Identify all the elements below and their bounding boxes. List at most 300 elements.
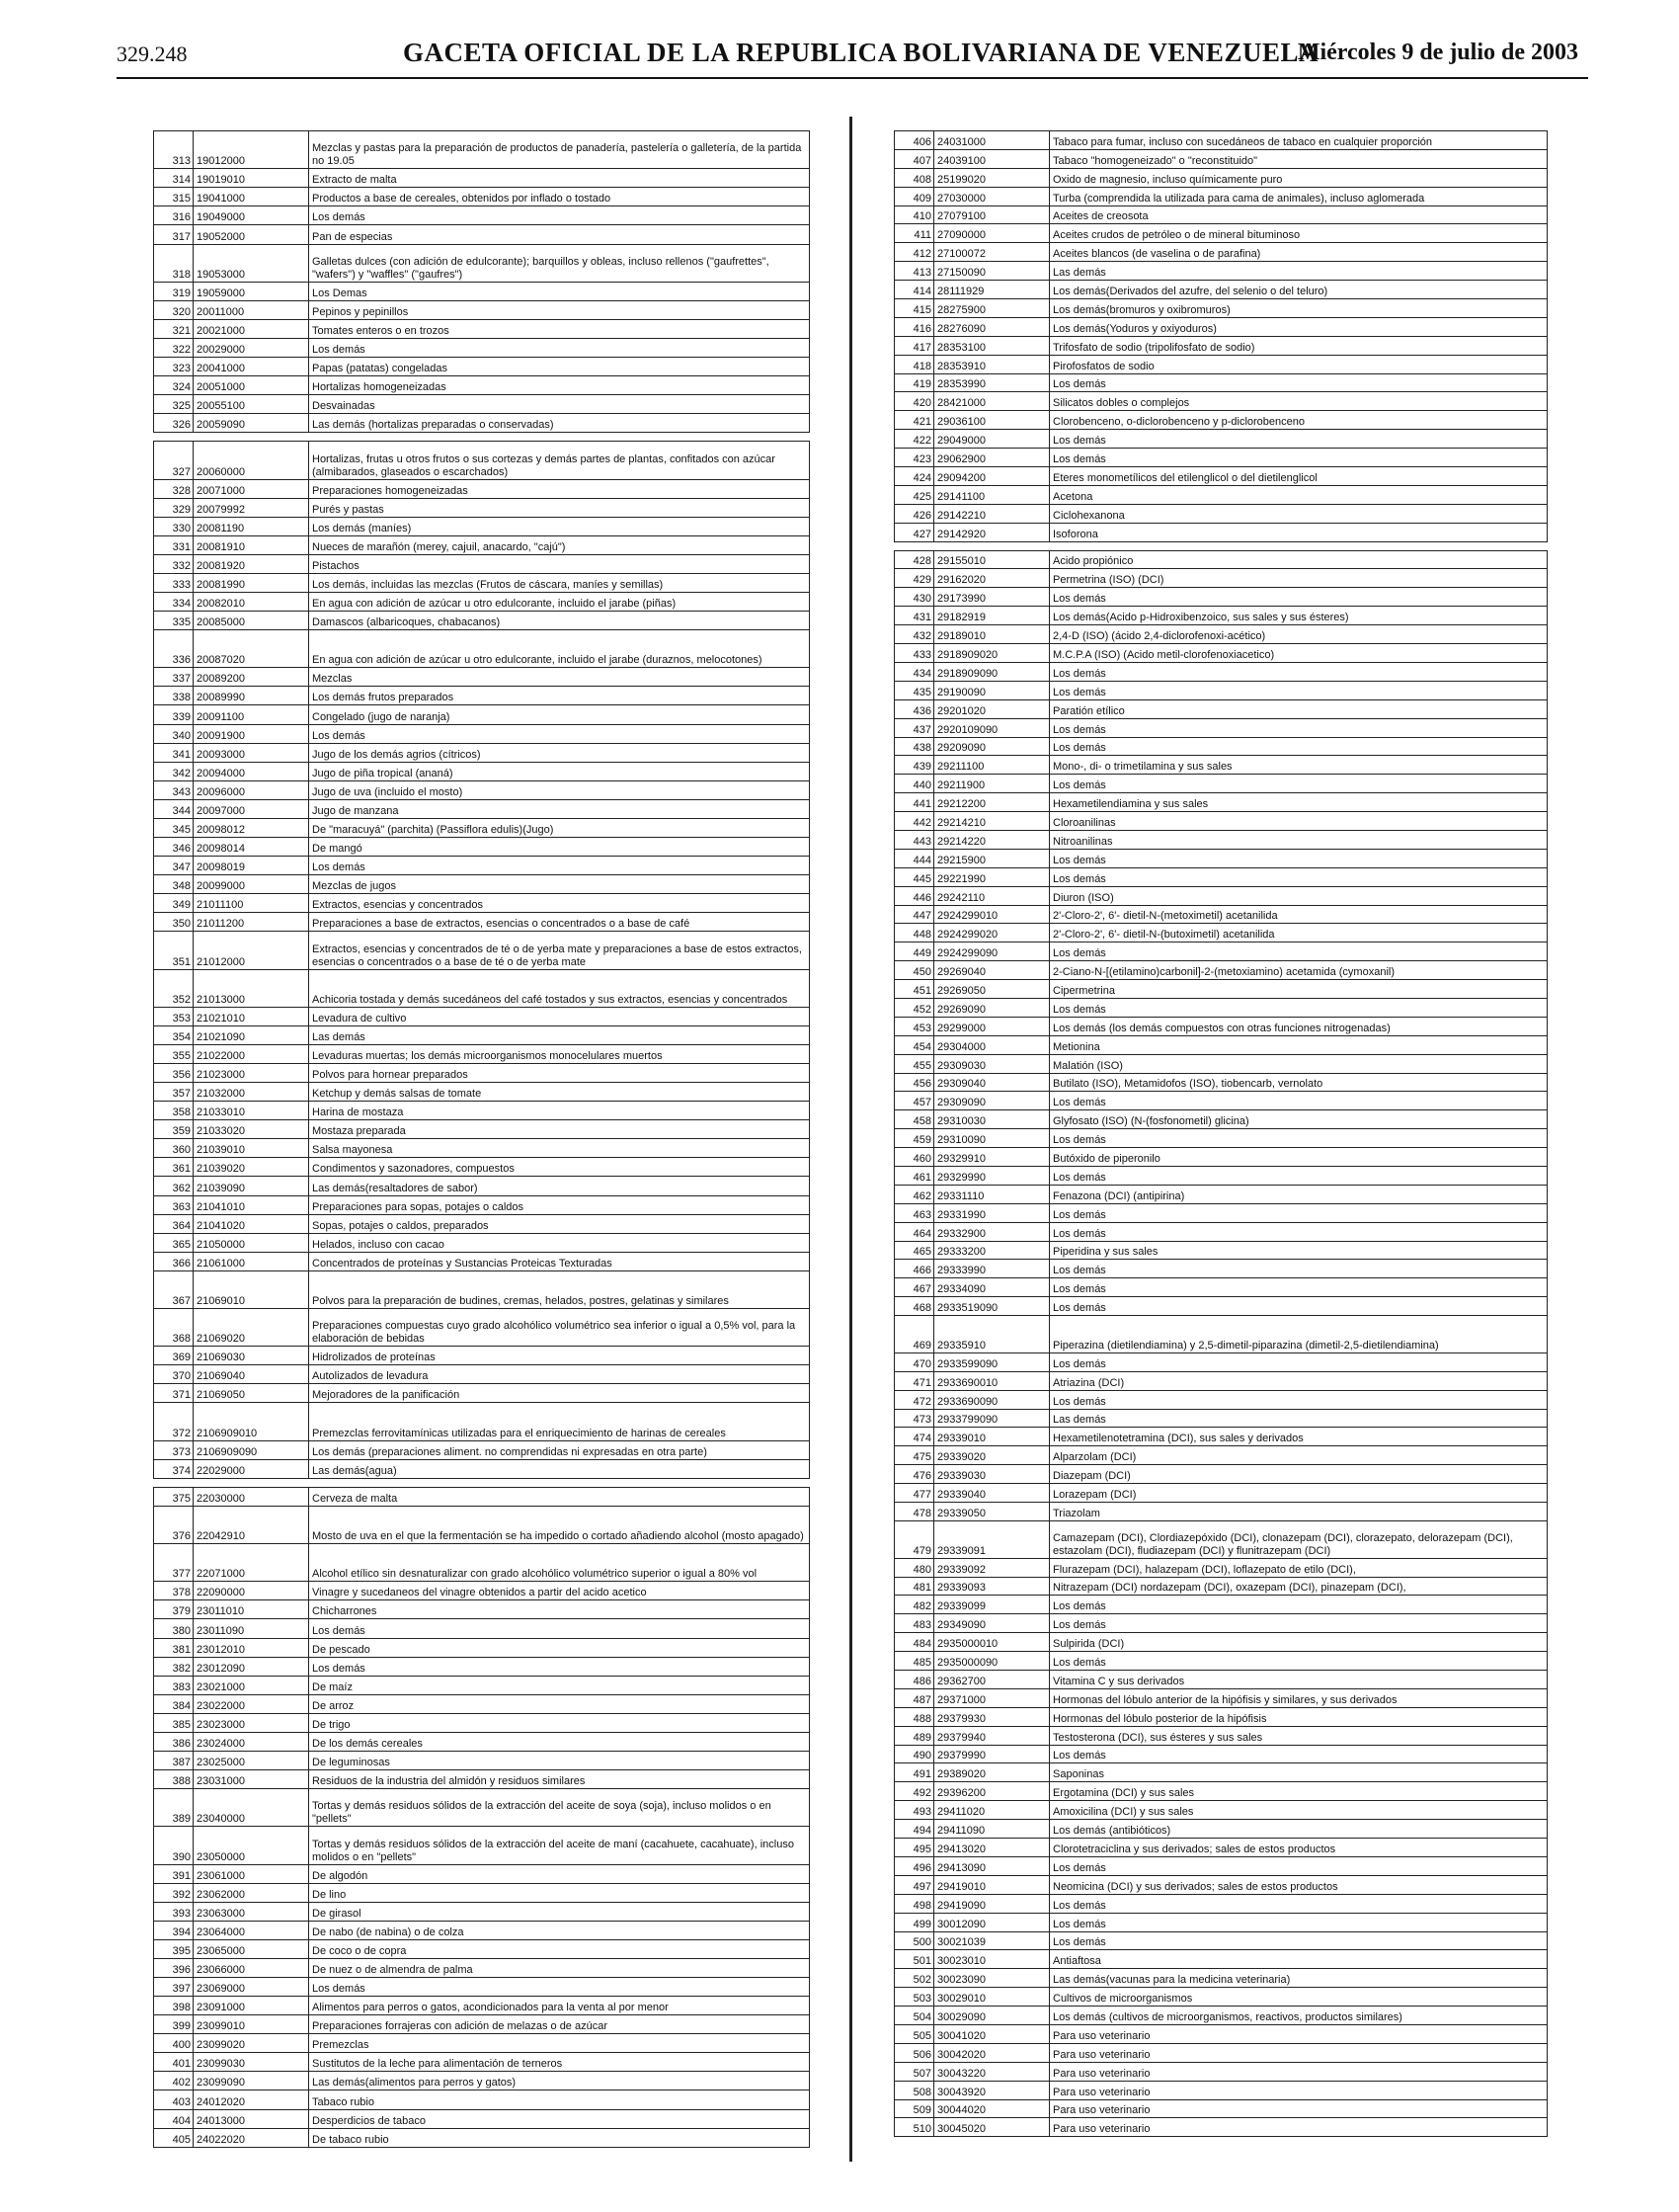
row-number: 384 xyxy=(154,1694,194,1713)
row-number: 387 xyxy=(154,1751,194,1769)
item-description: Los demás xyxy=(1050,1092,1548,1110)
item-description: En agua con adición de azúcar u otro edulcorante, incluido el jarabe (piñas) xyxy=(309,592,810,611)
table-row xyxy=(895,467,1548,486)
table-row xyxy=(895,168,1548,187)
table-row xyxy=(154,687,810,705)
item-description: Saponinas xyxy=(1050,1763,1548,1782)
table-row xyxy=(895,392,1548,411)
tariff-code: 29142210 xyxy=(934,504,1050,523)
row-number: 329 xyxy=(154,498,194,517)
row-number: 432 xyxy=(895,625,934,644)
item-description: Tabaco para fumar, incluso con sucedáneos de tabaco en cualquier proporción xyxy=(1050,131,1548,150)
tariff-code: 2933690090 xyxy=(934,1390,1050,1409)
row-number: 461 xyxy=(895,1166,934,1185)
tariff-code: 20021000 xyxy=(194,319,309,338)
table-row xyxy=(154,1864,810,1883)
table-row xyxy=(895,430,1548,449)
row-number: 365 xyxy=(154,1233,194,1252)
row-number: 429 xyxy=(895,569,934,588)
row-number: 339 xyxy=(154,705,194,724)
row-number: 496 xyxy=(895,1856,934,1875)
table-row xyxy=(895,2043,1548,2062)
table-row xyxy=(895,1801,1548,1820)
tariff-code: 29299000 xyxy=(934,1017,1050,1035)
item-description: Los demás xyxy=(1050,1352,1548,1371)
row-number: 368 xyxy=(154,1309,194,1347)
row-number: 344 xyxy=(154,799,194,818)
item-description: Polvos para la preparación de budines, cremas, helados, postres, gelatinas y similares xyxy=(309,1270,810,1308)
tariff-code: 30041020 xyxy=(934,2024,1050,2043)
tariff-code: 24022020 xyxy=(194,2128,309,2147)
table-gap xyxy=(154,433,810,442)
table-row xyxy=(895,1446,1548,1465)
row-number: 420 xyxy=(895,392,934,411)
row-number: 399 xyxy=(154,2015,194,2034)
table-row xyxy=(895,1185,1548,1203)
row-number: 403 xyxy=(154,2090,194,2109)
tariff-code: 20087020 xyxy=(194,630,309,668)
row-number: 483 xyxy=(895,1614,934,1633)
row-number: 347 xyxy=(154,857,194,875)
item-description: Hexametilendiamina y sus sales xyxy=(1050,793,1548,812)
item-description: Los demás xyxy=(1050,1166,1548,1185)
tariff-code: 21033020 xyxy=(194,1120,309,1139)
row-number: 358 xyxy=(154,1102,194,1120)
item-description: Los demás xyxy=(309,338,810,357)
item-description: Hortalizas, frutas u otros frutos o sus cortezas y demás partes de plantas, confitados con azúcar (almibarados, glaseados o escarchados) xyxy=(309,442,810,479)
row-number: 392 xyxy=(154,1883,194,1902)
table-row xyxy=(895,756,1548,775)
table-row xyxy=(154,1997,810,2015)
table-row xyxy=(895,1988,1548,2007)
row-number: 370 xyxy=(154,1365,194,1384)
row-number: 411 xyxy=(895,224,934,243)
item-description: Acido propiónico xyxy=(1050,550,1548,569)
item-description: Los demás xyxy=(1050,373,1548,392)
row-number: 500 xyxy=(895,1931,934,1950)
tariff-code: 30044020 xyxy=(934,2099,1050,2118)
tariff-code: 20011000 xyxy=(194,300,309,319)
row-number: 359 xyxy=(154,1120,194,1139)
tariff-code: 2935000090 xyxy=(934,1652,1050,1671)
column-divider xyxy=(849,117,852,2162)
item-description: Los demás xyxy=(1050,1390,1548,1409)
table-row xyxy=(154,1007,810,1025)
item-description: Mejoradores de la panificación xyxy=(309,1384,810,1403)
row-number: 463 xyxy=(895,1203,934,1222)
row-number: 479 xyxy=(895,1520,934,1558)
table-row xyxy=(895,980,1548,999)
item-description: De trigo xyxy=(309,1713,810,1732)
tariff-code: 29339093 xyxy=(934,1577,1050,1596)
row-number: 486 xyxy=(895,1671,934,1689)
tariff-code: 21021010 xyxy=(194,1007,309,1025)
table-row xyxy=(154,2034,810,2053)
table-row xyxy=(154,376,810,395)
tariff-code: 20091100 xyxy=(194,705,309,724)
row-number: 376 xyxy=(154,1506,194,1543)
table-row xyxy=(895,1894,1548,1913)
row-number: 352 xyxy=(154,969,194,1007)
item-description: Los demás xyxy=(309,1977,810,1996)
row-number: 451 xyxy=(895,980,934,999)
table-row xyxy=(895,1688,1548,1707)
table-row xyxy=(154,1770,810,1789)
table-row xyxy=(895,1558,1548,1577)
tariff-code: 27030000 xyxy=(934,187,1050,205)
item-description: Fenazona (DCI) (antipirina) xyxy=(1050,1185,1548,1203)
table-row xyxy=(895,1745,1548,1763)
tariff-code: 29419090 xyxy=(934,1894,1050,1913)
tariff-code: 29419010 xyxy=(934,1875,1050,1894)
tariff-code: 20089200 xyxy=(194,668,309,687)
tariff-code: 29362700 xyxy=(934,1671,1050,1689)
table-row xyxy=(895,187,1548,205)
table-row xyxy=(895,1596,1548,1614)
tariff-code: 29371000 xyxy=(934,1688,1050,1707)
item-description: Los demás xyxy=(1050,942,1548,961)
table-row xyxy=(154,2015,810,2034)
row-number: 338 xyxy=(154,687,194,705)
item-description: Eteres monometílicos del etilenglicol o del dietilenglicol xyxy=(1050,467,1548,486)
row-number: 367 xyxy=(154,1270,194,1308)
item-description: Cipermetrina xyxy=(1050,980,1548,999)
table-row xyxy=(154,479,810,498)
tariff-code: 21023000 xyxy=(194,1064,309,1083)
table-row xyxy=(154,1883,810,1902)
item-description: Las demás(resaltadores de sabor) xyxy=(309,1177,810,1195)
item-description: Productos a base de cereales, obtenidos por inflado o tostado xyxy=(309,188,810,206)
tariff-code: 2924299020 xyxy=(934,924,1050,942)
tariff-code: 29339099 xyxy=(934,1596,1050,1614)
item-description: Achicoria tostada y demás sucedáneos del café tostados y sus extractos, esencias y concentrados xyxy=(309,969,810,1007)
row-number: 332 xyxy=(154,554,194,573)
tariff-code: 19059000 xyxy=(194,282,309,300)
table-row xyxy=(154,1459,810,1478)
tariff-code: 29379990 xyxy=(934,1745,1050,1763)
table-row xyxy=(154,612,810,630)
item-description: Las demás (hortalizas preparadas o conservadas) xyxy=(309,414,810,433)
row-number: 460 xyxy=(895,1148,934,1167)
table-row xyxy=(895,1652,1548,1671)
item-description: Los demás xyxy=(1050,1260,1548,1278)
tariff-code: 23066000 xyxy=(194,1958,309,1977)
table-row xyxy=(154,1732,810,1751)
row-number: 456 xyxy=(895,1073,934,1092)
tariff-code: 23063000 xyxy=(194,1902,309,1921)
item-description: Las demás xyxy=(1050,1409,1548,1428)
tariff-code: 21069040 xyxy=(194,1365,309,1384)
item-description: De coco o de copra xyxy=(309,1939,810,1958)
tariff-code: 24031000 xyxy=(934,131,1050,150)
table-row xyxy=(895,1707,1548,1726)
tariff-code: 20098014 xyxy=(194,838,309,857)
table-row xyxy=(895,149,1548,168)
table-row xyxy=(154,358,810,376)
table-row xyxy=(154,630,810,668)
tariff-code: 2920109090 xyxy=(934,718,1050,737)
row-number: 425 xyxy=(895,485,934,504)
row-number: 434 xyxy=(895,662,934,681)
item-description: De nabo (de nabina) o de colza xyxy=(309,1921,810,1939)
table-row xyxy=(895,681,1548,699)
row-number: 507 xyxy=(895,2062,934,2081)
table-row xyxy=(895,1148,1548,1167)
table-row xyxy=(895,588,1548,607)
row-number: 467 xyxy=(895,1278,934,1297)
row-number: 341 xyxy=(154,743,194,762)
tariff-code: 20071000 xyxy=(194,479,309,498)
row-number: 443 xyxy=(895,830,934,849)
item-description: De lino xyxy=(309,1883,810,1902)
row-number: 487 xyxy=(895,1688,934,1707)
item-description: Ciclohexanona xyxy=(1050,504,1548,523)
item-description: Tabaco "homogeneizado" o "reconstituido" xyxy=(1050,149,1548,168)
row-number: 466 xyxy=(895,1260,934,1278)
table-row xyxy=(154,1083,810,1102)
table-row xyxy=(154,932,810,969)
item-description: Tortas y demás residuos sólidos de la extracción del aceite de soya (soja), incluso molidos o en "pellets" xyxy=(309,1789,810,1827)
tariff-code: 29201020 xyxy=(934,699,1050,718)
item-description: Los demás(Yoduros y oxiyoduros) xyxy=(1050,317,1548,336)
tariff-code: 29335910 xyxy=(934,1316,1050,1353)
item-description: Turba (comprendida la utilizada para cama de animales), incluso aglomerada xyxy=(1050,187,1548,205)
table-row xyxy=(895,411,1548,430)
tariff-code: 29339050 xyxy=(934,1503,1050,1521)
tariff-code: 29413090 xyxy=(934,1856,1050,1875)
row-number: 497 xyxy=(895,1875,934,1894)
table-row xyxy=(895,1166,1548,1185)
table-row xyxy=(895,1875,1548,1894)
tariff-code: 20081920 xyxy=(194,554,309,573)
table-row xyxy=(154,1676,810,1694)
table-row xyxy=(154,1902,810,1921)
table-row xyxy=(154,1403,810,1440)
row-number: 431 xyxy=(895,607,934,625)
item-description: Mosto de uva en el que la fermentación se ha impedido o cortado añadiendo alcohol (mosto apagado) xyxy=(309,1506,810,1543)
item-description: Desvainadas xyxy=(309,395,810,414)
item-description: Antiaftosa xyxy=(1050,1950,1548,1969)
table-row xyxy=(895,961,1548,980)
tariff-code: 2933599090 xyxy=(934,1352,1050,1371)
row-number: 464 xyxy=(895,1222,934,1241)
tariff-code: 20094000 xyxy=(194,762,309,780)
table-row xyxy=(895,812,1548,831)
item-description: Alparzolam (DCI) xyxy=(1050,1446,1548,1465)
row-number: 409 xyxy=(895,187,934,205)
table-row xyxy=(154,1177,810,1195)
item-description: Los demás (los demás compuestos con otras funciones nitrogenadas) xyxy=(1050,1017,1548,1035)
tariff-code: 29269040 xyxy=(934,961,1050,980)
table-row xyxy=(895,1856,1548,1875)
tariff-code: 23065000 xyxy=(194,1939,309,1958)
table-row xyxy=(154,2072,810,2090)
table-row xyxy=(154,1582,810,1600)
item-description: Hormonas del lóbulo anterior de la hipófisis y similares, y sus derivados xyxy=(1050,1688,1548,1707)
tariff-code: 21039010 xyxy=(194,1139,309,1158)
tariff-code: 23050000 xyxy=(194,1827,309,1864)
row-number: 337 xyxy=(154,668,194,687)
tariff-code: 29411090 xyxy=(934,1820,1050,1839)
item-description: Sopas, potajes o caldos, preparados xyxy=(309,1214,810,1233)
row-number: 325 xyxy=(154,395,194,414)
tariff-code: 29049000 xyxy=(934,430,1050,449)
item-description: Permetrina (ISO) (DCI) xyxy=(1050,569,1548,588)
table-row xyxy=(154,188,810,206)
table-row xyxy=(154,1657,810,1676)
row-number: 501 xyxy=(895,1950,934,1969)
row-number: 416 xyxy=(895,317,934,336)
table-row xyxy=(895,1352,1548,1371)
tariff-code: 21021090 xyxy=(194,1025,309,1044)
tariff-code: 29215900 xyxy=(934,849,1050,867)
table-row xyxy=(154,2090,810,2109)
table-row xyxy=(154,592,810,611)
item-description: Papas (patatas) congeladas xyxy=(309,358,810,376)
row-number: 363 xyxy=(154,1195,194,1214)
tariff-code: 29062900 xyxy=(934,449,1050,467)
item-description: Cultivos de microorganismos xyxy=(1050,1988,1548,2007)
tariff-code: 20082010 xyxy=(194,592,309,611)
tariff-code: 21061000 xyxy=(194,1252,309,1270)
item-description: Purés y pastas xyxy=(309,498,810,517)
item-description: Ergotamina (DCI) y sus sales xyxy=(1050,1782,1548,1801)
row-number: 406 xyxy=(895,131,934,150)
tariff-code: 22042910 xyxy=(194,1506,309,1543)
tariff-code: 22071000 xyxy=(194,1544,309,1582)
tariff-code: 29269090 xyxy=(934,998,1050,1017)
tariff-code: 28421000 xyxy=(934,392,1050,411)
table-row xyxy=(895,1203,1548,1222)
item-description: Los demás xyxy=(1050,1596,1548,1614)
table-row xyxy=(895,1017,1548,1035)
table-row xyxy=(154,1921,810,1939)
item-description: De tabaco rubio xyxy=(309,2128,810,2147)
item-description: Preparaciones homogeneizadas xyxy=(309,479,810,498)
tariff-code: 21039090 xyxy=(194,1177,309,1195)
tariff-code: 29413020 xyxy=(934,1839,1050,1857)
row-number: 404 xyxy=(154,2109,194,2128)
tariff-code: 23099020 xyxy=(194,2034,309,2053)
table-row xyxy=(895,1241,1548,1260)
item-description: 2-Ciano-N-[(etilamino)carbonil]-2-(metoxiamino) acetamida (cymoxanil) xyxy=(1050,961,1548,980)
table-row xyxy=(895,924,1548,942)
table-row xyxy=(895,699,1548,718)
row-number: 327 xyxy=(154,442,194,479)
row-number: 390 xyxy=(154,1827,194,1864)
tariff-code: 20059090 xyxy=(194,414,309,433)
tariff-code: 19053000 xyxy=(194,244,309,282)
table-row xyxy=(895,644,1548,663)
table-row xyxy=(154,414,810,433)
tariff-code: 29331110 xyxy=(934,1185,1050,1203)
item-description: Para uso veterinario xyxy=(1050,2081,1548,2099)
row-number: 424 xyxy=(895,467,934,486)
item-description: Metionina xyxy=(1050,1035,1548,1054)
row-number: 385 xyxy=(154,1713,194,1732)
table-row xyxy=(154,1440,810,1459)
row-number: 469 xyxy=(895,1316,934,1353)
item-description: Nitrazepam (DCI) nordazepam (DCI), oxazepam (DCI), pinazepam (DCI), xyxy=(1050,1577,1548,1596)
page-number: 329.248 xyxy=(117,41,188,66)
tariff-code: 30043220 xyxy=(934,2062,1050,2081)
tariff-code: 29190090 xyxy=(934,681,1050,699)
item-description: Butóxido de piperonilo xyxy=(1050,1148,1548,1167)
item-description: Pepinos y pepinillos xyxy=(309,300,810,319)
row-number: 340 xyxy=(154,724,194,743)
row-number: 508 xyxy=(895,2081,934,2099)
row-number: 436 xyxy=(895,699,934,718)
item-description: Los demás xyxy=(1050,1856,1548,1875)
page-header xyxy=(117,36,1578,79)
item-description: Los demás xyxy=(1050,430,1548,449)
table-row xyxy=(895,737,1548,756)
row-number: 414 xyxy=(895,281,934,299)
tariff-code: 21069010 xyxy=(194,1270,309,1308)
table-row xyxy=(154,131,810,169)
table-row xyxy=(154,1158,810,1177)
table-row xyxy=(895,1763,1548,1782)
table-row xyxy=(895,849,1548,867)
table-row xyxy=(895,523,1548,541)
tariff-code: 21069050 xyxy=(194,1384,309,1403)
item-description: Tortas y demás residuos sólidos de la extracción del aceite de maní (cacahuete, cacahuate), incluso molidos o en "pellets" xyxy=(309,1827,810,1864)
item-description: Preparaciones a base de extractos, esencias o concentrados o a base de café xyxy=(309,913,810,932)
table-row xyxy=(154,517,810,535)
item-description: Hidrolizados de proteínas xyxy=(309,1347,810,1365)
item-description: Condimentos y sazonadores, compuestos xyxy=(309,1158,810,1177)
table-row xyxy=(895,1484,1548,1503)
tariff-code: 30012090 xyxy=(934,1913,1050,1931)
tariff-code: 29214210 xyxy=(934,812,1050,831)
tariff-code: 28275900 xyxy=(934,299,1050,318)
item-description: Premezclas ferrovitamínicas utilizadas para el enriquecimiento de harinas de cereales xyxy=(309,1403,810,1440)
row-number: 374 xyxy=(154,1459,194,1478)
table-row xyxy=(895,205,1548,224)
row-number: 333 xyxy=(154,573,194,592)
row-number: 322 xyxy=(154,338,194,357)
item-description: Los demás, incluidas las mezclas (Frutos de cáscara, maníes y semillas) xyxy=(309,573,810,592)
item-description: Damascos (albaricoques, chabacanos) xyxy=(309,612,810,630)
item-description: Para uso veterinario xyxy=(1050,2043,1548,2062)
table-row xyxy=(154,2109,810,2128)
item-description: Silicatos dobles o complejos xyxy=(1050,392,1548,411)
row-number: 470 xyxy=(895,1352,934,1371)
row-number: 407 xyxy=(895,149,934,168)
item-description: Piperazina (dietilendiamina) y 2,5-dimetil-piparazina (dimetil-2,5-dietilendiamina) xyxy=(1050,1316,1548,1353)
row-number: 448 xyxy=(895,924,934,942)
item-description: Los demás frutos preparados xyxy=(309,687,810,705)
row-number: 335 xyxy=(154,612,194,630)
table-row xyxy=(154,1827,810,1864)
row-number: 345 xyxy=(154,818,194,837)
table-row xyxy=(154,442,810,479)
table-row xyxy=(895,1950,1548,1969)
table-row xyxy=(154,554,810,573)
row-number: 412 xyxy=(895,243,934,262)
tariff-code: 28353910 xyxy=(934,355,1050,373)
table-row xyxy=(895,131,1548,150)
row-number: 372 xyxy=(154,1403,194,1440)
table-row xyxy=(154,2053,810,2072)
table-row xyxy=(895,1633,1548,1652)
row-number: 433 xyxy=(895,644,934,663)
row-number: 462 xyxy=(895,1185,934,1203)
item-description: Chicharrones xyxy=(309,1600,810,1619)
item-description: De los demás cereales xyxy=(309,1732,810,1751)
tariff-code: 29214220 xyxy=(934,830,1050,849)
row-number: 428 xyxy=(895,550,934,569)
